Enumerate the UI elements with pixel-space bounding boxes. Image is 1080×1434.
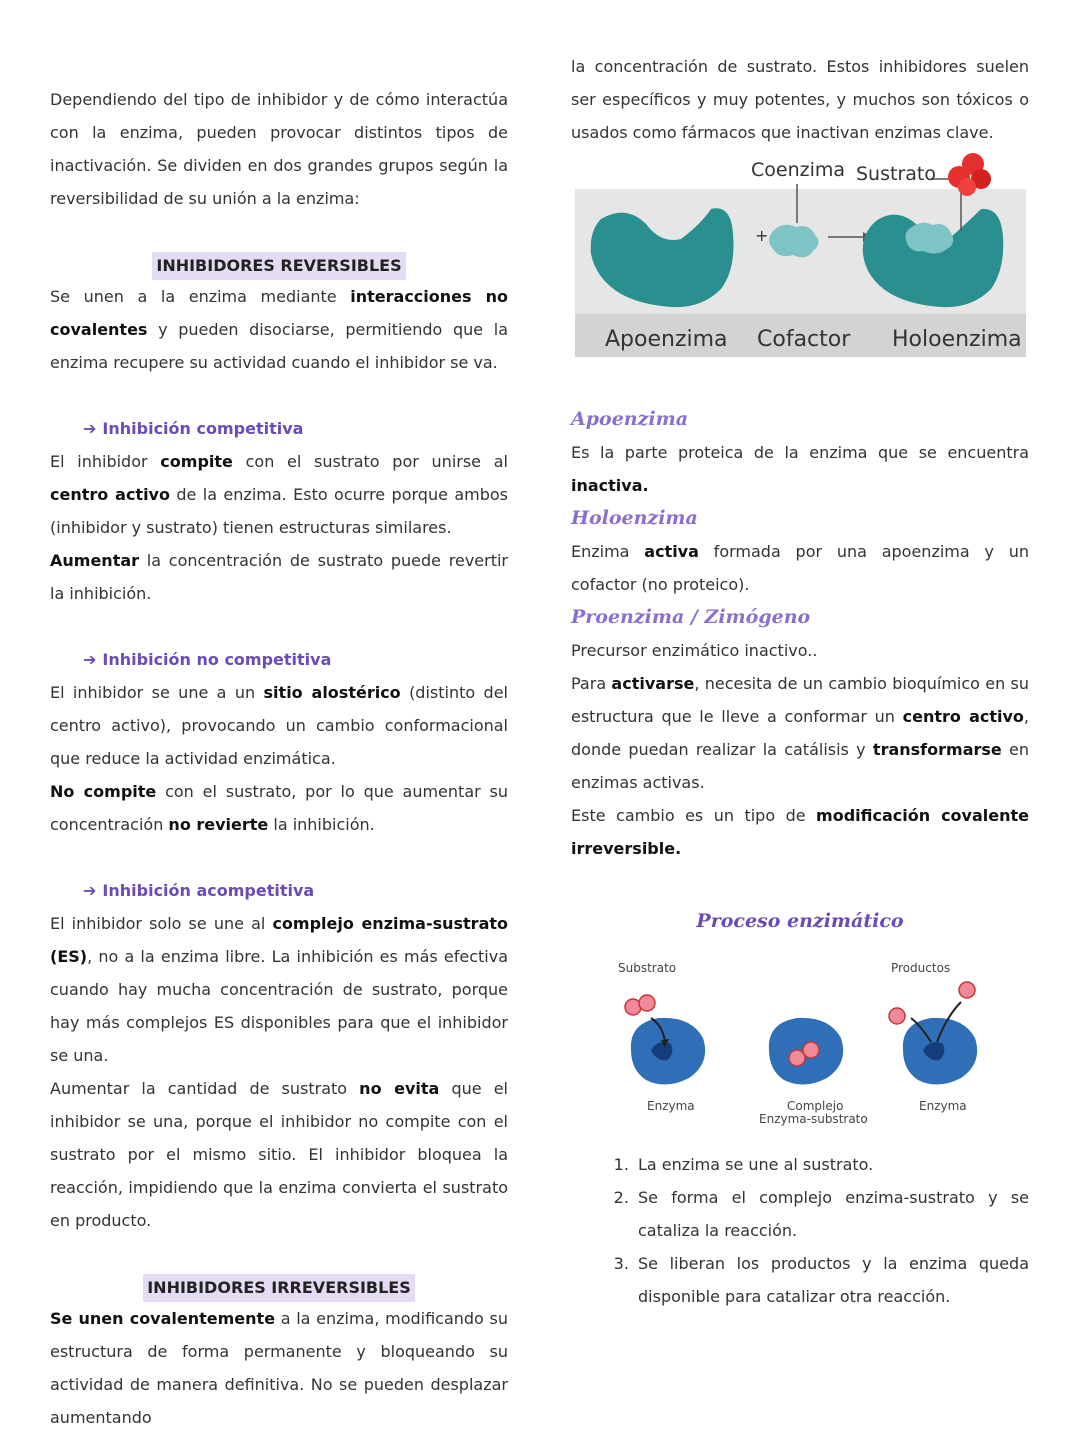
continuation-paragraph: la concentración de sustrato. Estos inhibidores suelen ser específicos y muy potentes, y muchos son tóxicos o usados como fármacos que inactivan enzimas clave.: [571, 57, 1029, 142]
right-column: [571, 0, 1029, 1313]
competitiva-title: ➔ Inhibición competitiva: [83, 419, 304, 438]
complejo-label-2: Enzyma-substrato: [759, 1112, 868, 1126]
reversibles-paragraph: Se unen a la enzima mediante interacciones no covalentes y pueden disociarse, permitiendo que la enzima recupere su actividad cuando el inhibidor se va.: [50, 287, 508, 372]
competitiva-paragraph-2: Aumentar la concentración de sustrato puede revertir la inhibición.: [50, 551, 508, 603]
proenzima-paragraph-2: Este cambio es un tipo de modificación covalente irreversible.: [571, 806, 1029, 858]
arrow-right-icon: ➔: [83, 650, 97, 669]
competitiva-paragraph: El inhibidor compite con el sustrato por unirse al centro activo de la enzima. Esto ocurre porque ambos (inhibidor y sustrato) tienen estructuras similares.: [50, 452, 508, 537]
productos-label: Productos: [891, 961, 951, 975]
holoenzima-cofactor: [905, 223, 953, 254]
product-sphere: [959, 982, 975, 998]
no-competitiva-paragraph: El inhibidor se une a un sitio alostérico (distinto del centro activo), provocando un cambio conformacional que reduce la actividad enzimática.: [50, 683, 508, 768]
substrate-sphere: [639, 995, 655, 1011]
holoenzima-term: Holoenzima: [571, 507, 698, 529]
process-steps: [571, 1148, 1029, 1313]
apoenzima-label: Apoenzima: [605, 327, 728, 352]
coenzima-label: Coenzima: [751, 159, 846, 181]
acompetitiva-title: ➔ Inhibición acompetitiva: [83, 881, 315, 900]
enzyma-label-2: Enzyma: [919, 1099, 967, 1113]
irreversibles-heading: INHIBIDORES IRREVERSIBLES: [143, 1274, 415, 1302]
step-item: 2. Se forma el complejo enzima-sustrato y se cataliza la reacción.: [634, 1181, 1029, 1247]
proceso-figure: [571, 938, 1029, 1128]
no-competitiva-title: ➔ Inhibición no competitiva: [83, 650, 332, 669]
complejo-label: Complejo: [787, 1099, 844, 1113]
proenzima-definition: Precursor enzimático inactivo..: [571, 641, 818, 660]
irreversibles-paragraph: Se unen covalentemente a la enzima, modificando su estructura de forma permanente y bloqueando su actividad de manera definitiva. No se pueden desplazar aumentando: [50, 1309, 508, 1427]
proceso-title: Proceso enzimático: [696, 910, 904, 932]
substrato-label: Substrato: [618, 961, 677, 975]
acompetitiva-paragraph: El inhibidor solo se une al complejo enzima-sustrato (ES), no a la enzima libre. La inhibición es más efectiva cuando hay mucha concentración de sustrato, porque hay más complejos ES disponibles para que el inhibidor se una.: [50, 914, 509, 1065]
proenzima-paragraph: Para activarse, necesita de un cambio bioquímico en su estructura que le lleve a conformar un centro activo, donde puedan realizar la catálisis y transformarse en enzimas activas.: [571, 674, 1030, 792]
plus-sign: +: [755, 226, 769, 245]
enzyma-label-1: Enzyma: [647, 1099, 695, 1113]
holoenzima-definition: Enzima activa formada por una apoenzima y un cofactor (no proteico).: [571, 542, 1029, 594]
step-item: 1. La enzima se une al sustrato.: [634, 1148, 1029, 1181]
product-sphere: [889, 1008, 905, 1024]
arrow-right-icon: ➔: [83, 881, 97, 900]
intro-paragraph: Dependiendo del tipo de inhibidor y de cómo interactúa con la enzima, pueden provocar distintos tipos de inactivación. Se dividen en dos grandes grupos según la reversibilidad de su unión a la enzima:: [50, 90, 508, 208]
holoenzima-label: Holoenzima: [892, 327, 1022, 352]
acompetitiva-paragraph-2: Aumentar la cantidad de sustrato no evita que el inhibidor se una, porque el inhibidor no compite con el sustrato por el mismo sitio. El inhibidor bloquea la reacción, impidiendo que la enzima convierta el sustrato en producto.: [50, 1079, 508, 1230]
no-competitiva-paragraph-2: No compite con el sustrato, por lo que aumentar su concentración no revierte la inhibición.: [50, 782, 508, 834]
apoenzima-definition: Es la parte proteica de la enzima que se encuentra inactiva.: [571, 443, 1029, 495]
step-item: 3. Se liberan los productos y la enzima queda disponible para catalizar otra reacción.: [634, 1247, 1029, 1313]
holoenzyme-figure: [571, 149, 1029, 369]
sustrato-label: Sustrato: [856, 163, 936, 185]
reversibles-heading: INHIBIDORES REVERSIBLES: [152, 252, 405, 280]
sustrato-sphere: [958, 178, 976, 196]
left-column: [50, 0, 508, 1434]
apoenzima-term: Apoenzima: [571, 408, 689, 430]
cofactor-label: Cofactor: [757, 327, 851, 352]
arrow-right-icon: ➔: [83, 419, 97, 438]
proenzima-term: Proenzima / Zimógeno: [571, 606, 811, 628]
cofactor-shape: [769, 225, 819, 258]
complex-substrate: [803, 1042, 819, 1058]
